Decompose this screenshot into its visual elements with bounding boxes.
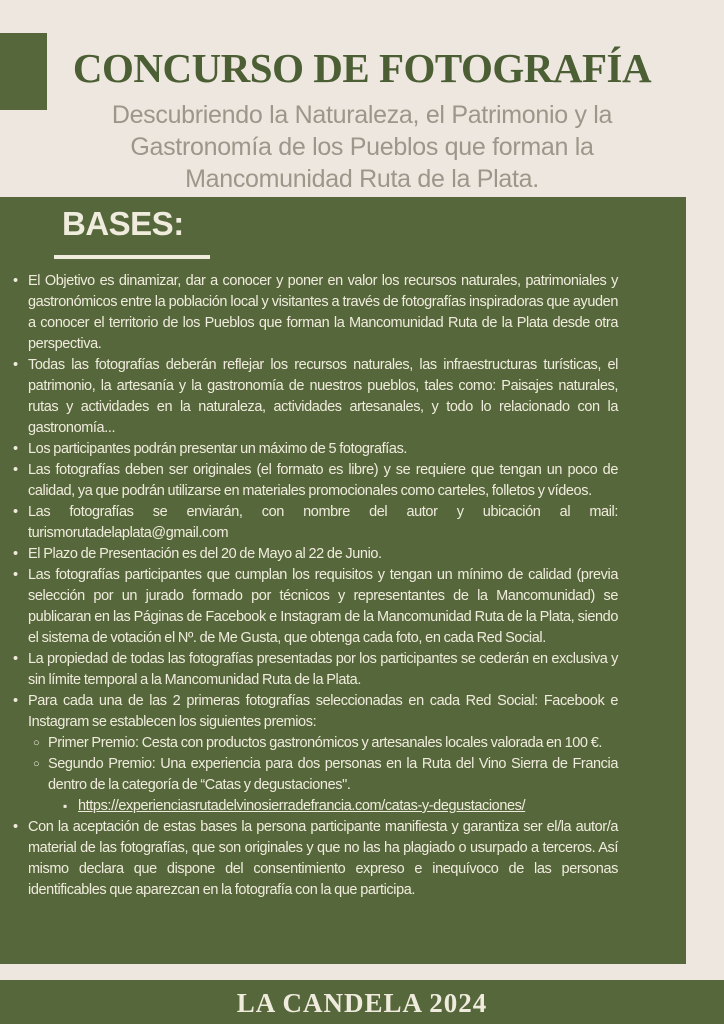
bases-item <box>12 502 618 544</box>
bases-item <box>12 355 618 439</box>
bases-item-text: El Objetivo es dinamizar, dar a conocer y poner en valor los recursos naturales, patrimoniales y gastronómicos entre la población local y visitantes a través de fotografías inspiradoras que ayuden a conocer el territorio de los Pueblos que forman la Mancomunidad Ruta de la Plata desde otra perspectiva. <box>28 273 618 352</box>
bases-item <box>12 649 618 691</box>
bases-item-text: La propiedad de todas las fotografías presentadas por los participantes se cederán en exclusiva y sin límite temporal a la Mancomunidad Ruta de la Plata. <box>28 651 618 688</box>
page-subtitle <box>0 99 724 195</box>
footer-band <box>0 980 724 1024</box>
bases-item <box>12 796 618 817</box>
bases-item-text: Todas las fotografías deberán reflejar los recursos naturales, las infraestructuras turísticas, el patrimonio, la artesanía y la gastronomía de nuestros pueblos, tales como: Paisajes naturales, rutas y actividades en la naturaleza, actividades artesanales, y todo lo relacionado con la gastronomía... <box>28 357 618 436</box>
subtitle-line-1: Descubriendo la Naturaleza, el Patrimonio y la <box>111 101 613 129</box>
subtitle-line-3: Mancomunidad Ruta de la Plata. <box>185 165 539 193</box>
bases-item-text: Las fotografías se enviarán, con nombre del autor y ubicación al mail: turismorutadelaplata@gmail.com <box>28 504 618 541</box>
bases-item-text: Con la aceptación de estas bases la persona participante manifiesta y garantiza ser el/la autor/a material de las fotografías, que son originales y que no las ha plagiado o usurpado a terceros. Así mismo declara que dispone del consentimiento expreso e inequívoco de las personas identificables que aparezcan en la fotografía con la que participa. <box>28 819 618 898</box>
bases-item <box>12 754 618 796</box>
bases-item <box>12 544 618 565</box>
bases-list <box>12 271 618 901</box>
bases-item <box>12 460 618 502</box>
bases-heading-underline <box>54 255 210 259</box>
bases-panel <box>0 197 686 964</box>
bases-item-text: Primer Premio: Cesta con productos gastronómicos y artesanales locales valorada en 100 €. <box>48 735 603 751</box>
prize-link[interactable]: https://experienciasrutadelvinosierradefrancia.com/catas-y-degustaciones/ <box>78 798 526 814</box>
bases-item-text: Para cada una de las 2 primeras fotografías seleccionadas en cada Red Social: Facebook e Instagram se establecen los siguientes premios: <box>28 693 618 730</box>
bases-item-text: Los participantes podrán presentar un máximo de 5 fotografías. <box>28 441 408 457</box>
bases-item <box>12 271 618 355</box>
bases-item <box>12 733 618 754</box>
bases-item-text: Las fotografías participantes que cumplan los requisitos y tengan un mínimo de calidad (previa selección por un jurado formado por técnicos y representantes de la Mancomunidad) se publicaran en las Páginas de Facebook e Instagram de la Mancomunidad Ruta de la Plata, siendo el sistema de votación el Nº. de Me Gusta, que obtenga cada foto, en cada Red Social. <box>28 567 618 646</box>
bases-item <box>12 439 618 460</box>
bases-item-text: Las fotografías deben ser originales (el formato es libre) y se requiere que tengan un poco de calidad, ya que podrán utilizarse en materiales promocionales como carteles, folletos y vídeos. <box>28 462 618 499</box>
bases-item <box>12 817 618 901</box>
bases-heading: BASES: <box>62 205 184 242</box>
page-title: CONCURSO DE FOTOGRAFÍA <box>72 45 652 91</box>
bases-item-text: El Plazo de Presentación es del 20 de Mayo al 22 de Junio. <box>28 546 382 562</box>
subtitle-line-2: Gastronomía de los Pueblos que forman la <box>130 133 594 161</box>
bases-item <box>12 565 618 649</box>
bases-item <box>12 691 618 733</box>
footer-title: LA CANDELA 2024 <box>236 988 488 1018</box>
bases-item-text: Segundo Premio: Una experiencia para dos personas en la Ruta del Vino Sierra de Francia dentro de la categoría de “Catas y degustaciones". <box>48 756 618 793</box>
